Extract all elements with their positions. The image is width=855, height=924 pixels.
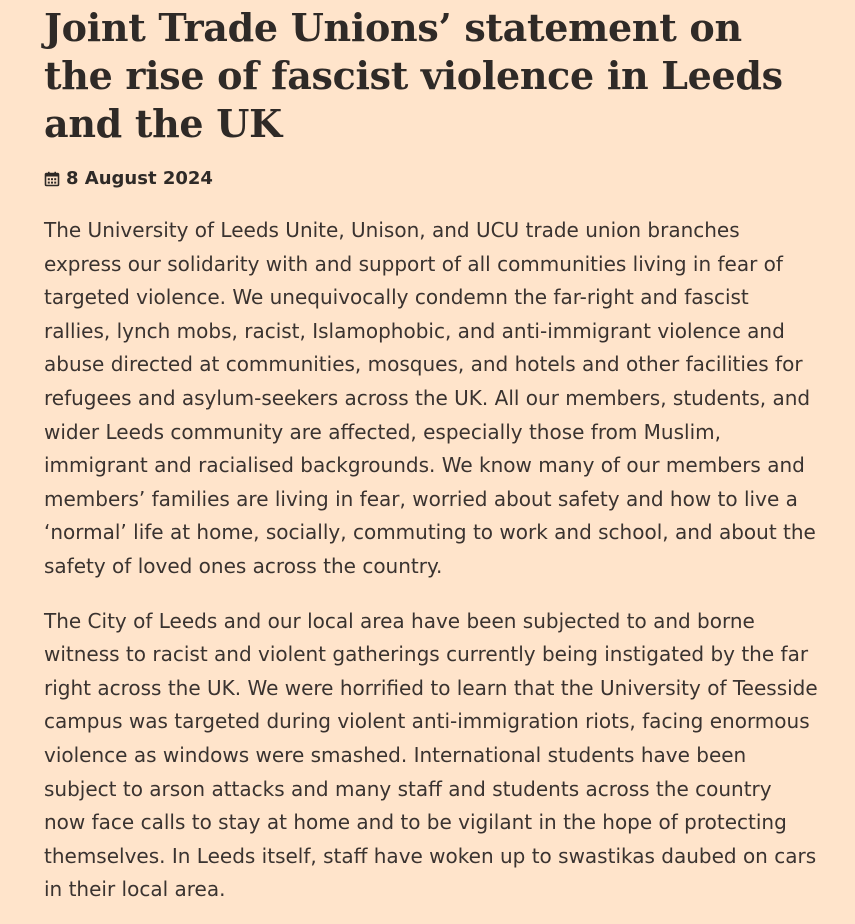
article-title: Joint Trade Unions’ statement on the rise of fascist violence in Leeds and the UK	[44, 5, 783, 146]
article-date: 8 August 2024	[66, 168, 213, 189]
article-paragraph-2: The City of Leeds and our local area have been subjected to and borne witness to racist and violent gatherings currently being instigated by the far right across the UK. We were horrified to learn that the University of Teesside campus was targeted during violent anti-immigration riots, facing enormous violence as windows were smashed. International students have been subject to arson attacks and many staff and students across the country now face calls to stay at home and to be vigilant in the hope of protecting themselves. In Leeds itself, staff have woken up to swastikas daubed on cars in their local area.	[44, 608, 818, 902]
article-paragraph-1: The University of Leeds Unite, Unison, and UCU trade union branches express our solidarity with and support of all communities living in fear of targeted violence. We unequivocally condemn the far-right and fascist rallies, lynch mobs, racist, Islamophobic, and anti-immigrant violence and abuse directed at communities, mosques, and hotels and other facilities for refugees and asylum-seekers across the UK. All our members, students, and wider Leeds community are affected, especially those from Muslim, immigrant and racialised backgrounds. We know many of our members and members’ families are living in fear, worried about safety and how to live a ‘normal’ life at home, socially, commuting to work and school, and about the safety of loved ones across the country.	[44, 218, 816, 578]
article-date-row	[44, 168, 819, 190]
calendar-icon	[44, 171, 60, 187]
